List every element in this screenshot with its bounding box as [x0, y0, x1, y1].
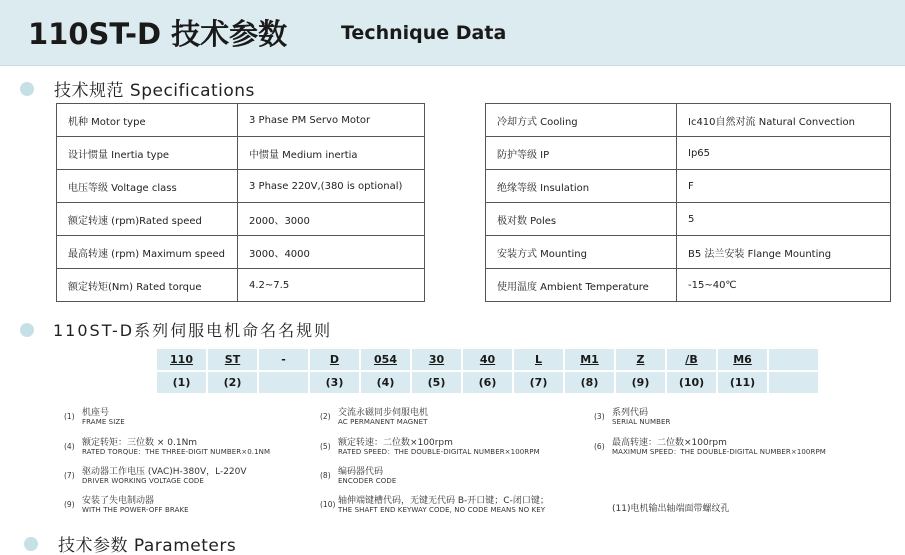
naming-index-cell: (9) [616, 372, 665, 393]
naming-code-cell: 40 [463, 349, 512, 370]
spec-value: 3000、4000 [238, 236, 425, 269]
spec-key: 极对数 Poles [486, 203, 677, 236]
table-row [486, 170, 891, 203]
table-row [486, 236, 891, 269]
spec-value: B5 法兰安装 Flange Mounting [677, 236, 891, 269]
section-naming-rules [20, 318, 332, 341]
spec-key: 额定转速 (rpm)Rated speed [57, 203, 238, 236]
spec-key: 最高转速 (rpm) Maximum speed [57, 236, 238, 269]
page-subtitle: Technique Data [341, 22, 507, 44]
page-title: 110ST-D 技术参数 [28, 17, 288, 51]
naming-code-cell: 30 [412, 349, 461, 370]
naming-code-cell: 054 [361, 349, 410, 370]
bullet-dot-icon [24, 537, 38, 551]
spec-table-left [56, 103, 425, 302]
bullet-dot-icon [20, 323, 34, 337]
naming-code-table [155, 347, 820, 395]
spec-value: 5 [677, 203, 891, 236]
table-row [57, 170, 425, 203]
naming-index-cell: (7) [514, 372, 563, 393]
table-row [486, 203, 891, 236]
section-title: 技术规范 Specifications [54, 81, 255, 101]
spec-key: 电压等级 Voltage class [57, 170, 238, 203]
spec-value: 3 Phase PM Servo Motor [238, 104, 425, 137]
naming-index-cell: (6) [463, 372, 512, 393]
table-row [57, 104, 425, 137]
spec-value: Ip65 [677, 137, 891, 170]
spec-key: 安装方式 Mounting [486, 236, 677, 269]
section-title: 110ST-D系列伺服电机命名名规则 [53, 321, 333, 340]
section-title: 技术参数 Parameters [58, 536, 237, 555]
spec-value: 2000、3000 [238, 203, 425, 236]
table-row [486, 104, 891, 137]
table-row [57, 203, 425, 236]
table-row [486, 137, 891, 170]
naming-index-cell [259, 372, 308, 393]
spec-value: 4.2~7.5 [238, 269, 425, 302]
bullet-dot-icon [20, 82, 34, 96]
naming-code-cell: D [310, 349, 359, 370]
spec-table-right [485, 103, 891, 302]
spec-value: -15~40℃ [677, 269, 891, 302]
spec-value: 中惯量 Medium inertia [238, 137, 425, 170]
naming-code-cell: M6 [718, 349, 767, 370]
table-row [57, 236, 425, 269]
naming-code-cell [769, 349, 818, 370]
section-parameters [24, 531, 236, 555]
spec-key: 设计惯量 Inertia type [57, 137, 238, 170]
naming-code-cell: - [259, 349, 308, 370]
spec-key: 防护等级 IP [486, 137, 677, 170]
spec-key: 冷却方式 Cooling [486, 104, 677, 137]
naming-code-cell: Z [616, 349, 665, 370]
spec-value: 3 Phase 220V,(380 is optional) [238, 170, 425, 203]
naming-code-cell: /B [667, 349, 716, 370]
naming-index-cell: (8) [565, 372, 614, 393]
naming-code-cell: 110 [157, 349, 206, 370]
naming-index-row [157, 372, 818, 393]
table-row [57, 137, 425, 170]
naming-code-cell: ST [208, 349, 257, 370]
naming-index-cell: (2) [208, 372, 257, 393]
table-row [57, 269, 425, 302]
naming-index-cell [769, 372, 818, 393]
naming-code-row [157, 349, 818, 370]
naming-code-cell: M1 [565, 349, 614, 370]
naming-index-cell: (10) [667, 372, 716, 393]
spec-value: F [677, 170, 891, 203]
section-specifications [20, 76, 255, 101]
legend-item: (11)电机输出轴端面带螺纹孔 [612, 504, 730, 514]
spec-key: 使用温度 Ambient Temperature [486, 269, 677, 302]
spec-key: 绝缘等级 Insulation [486, 170, 677, 203]
table-row [486, 269, 891, 302]
naming-code-cell: L [514, 349, 563, 370]
naming-index-cell: (4) [361, 372, 410, 393]
spec-value: Ic410自然对流 Natural Convection [677, 104, 891, 137]
naming-index-cell: (5) [412, 372, 461, 393]
naming-index-cell: (3) [310, 372, 359, 393]
naming-index-cell: (1) [157, 372, 206, 393]
spec-key: 机种 Motor type [57, 104, 238, 137]
spec-key: 额定转矩(Nm) Rated torque [57, 269, 238, 302]
page-header [0, 0, 905, 66]
naming-index-cell: (11) [718, 372, 767, 393]
